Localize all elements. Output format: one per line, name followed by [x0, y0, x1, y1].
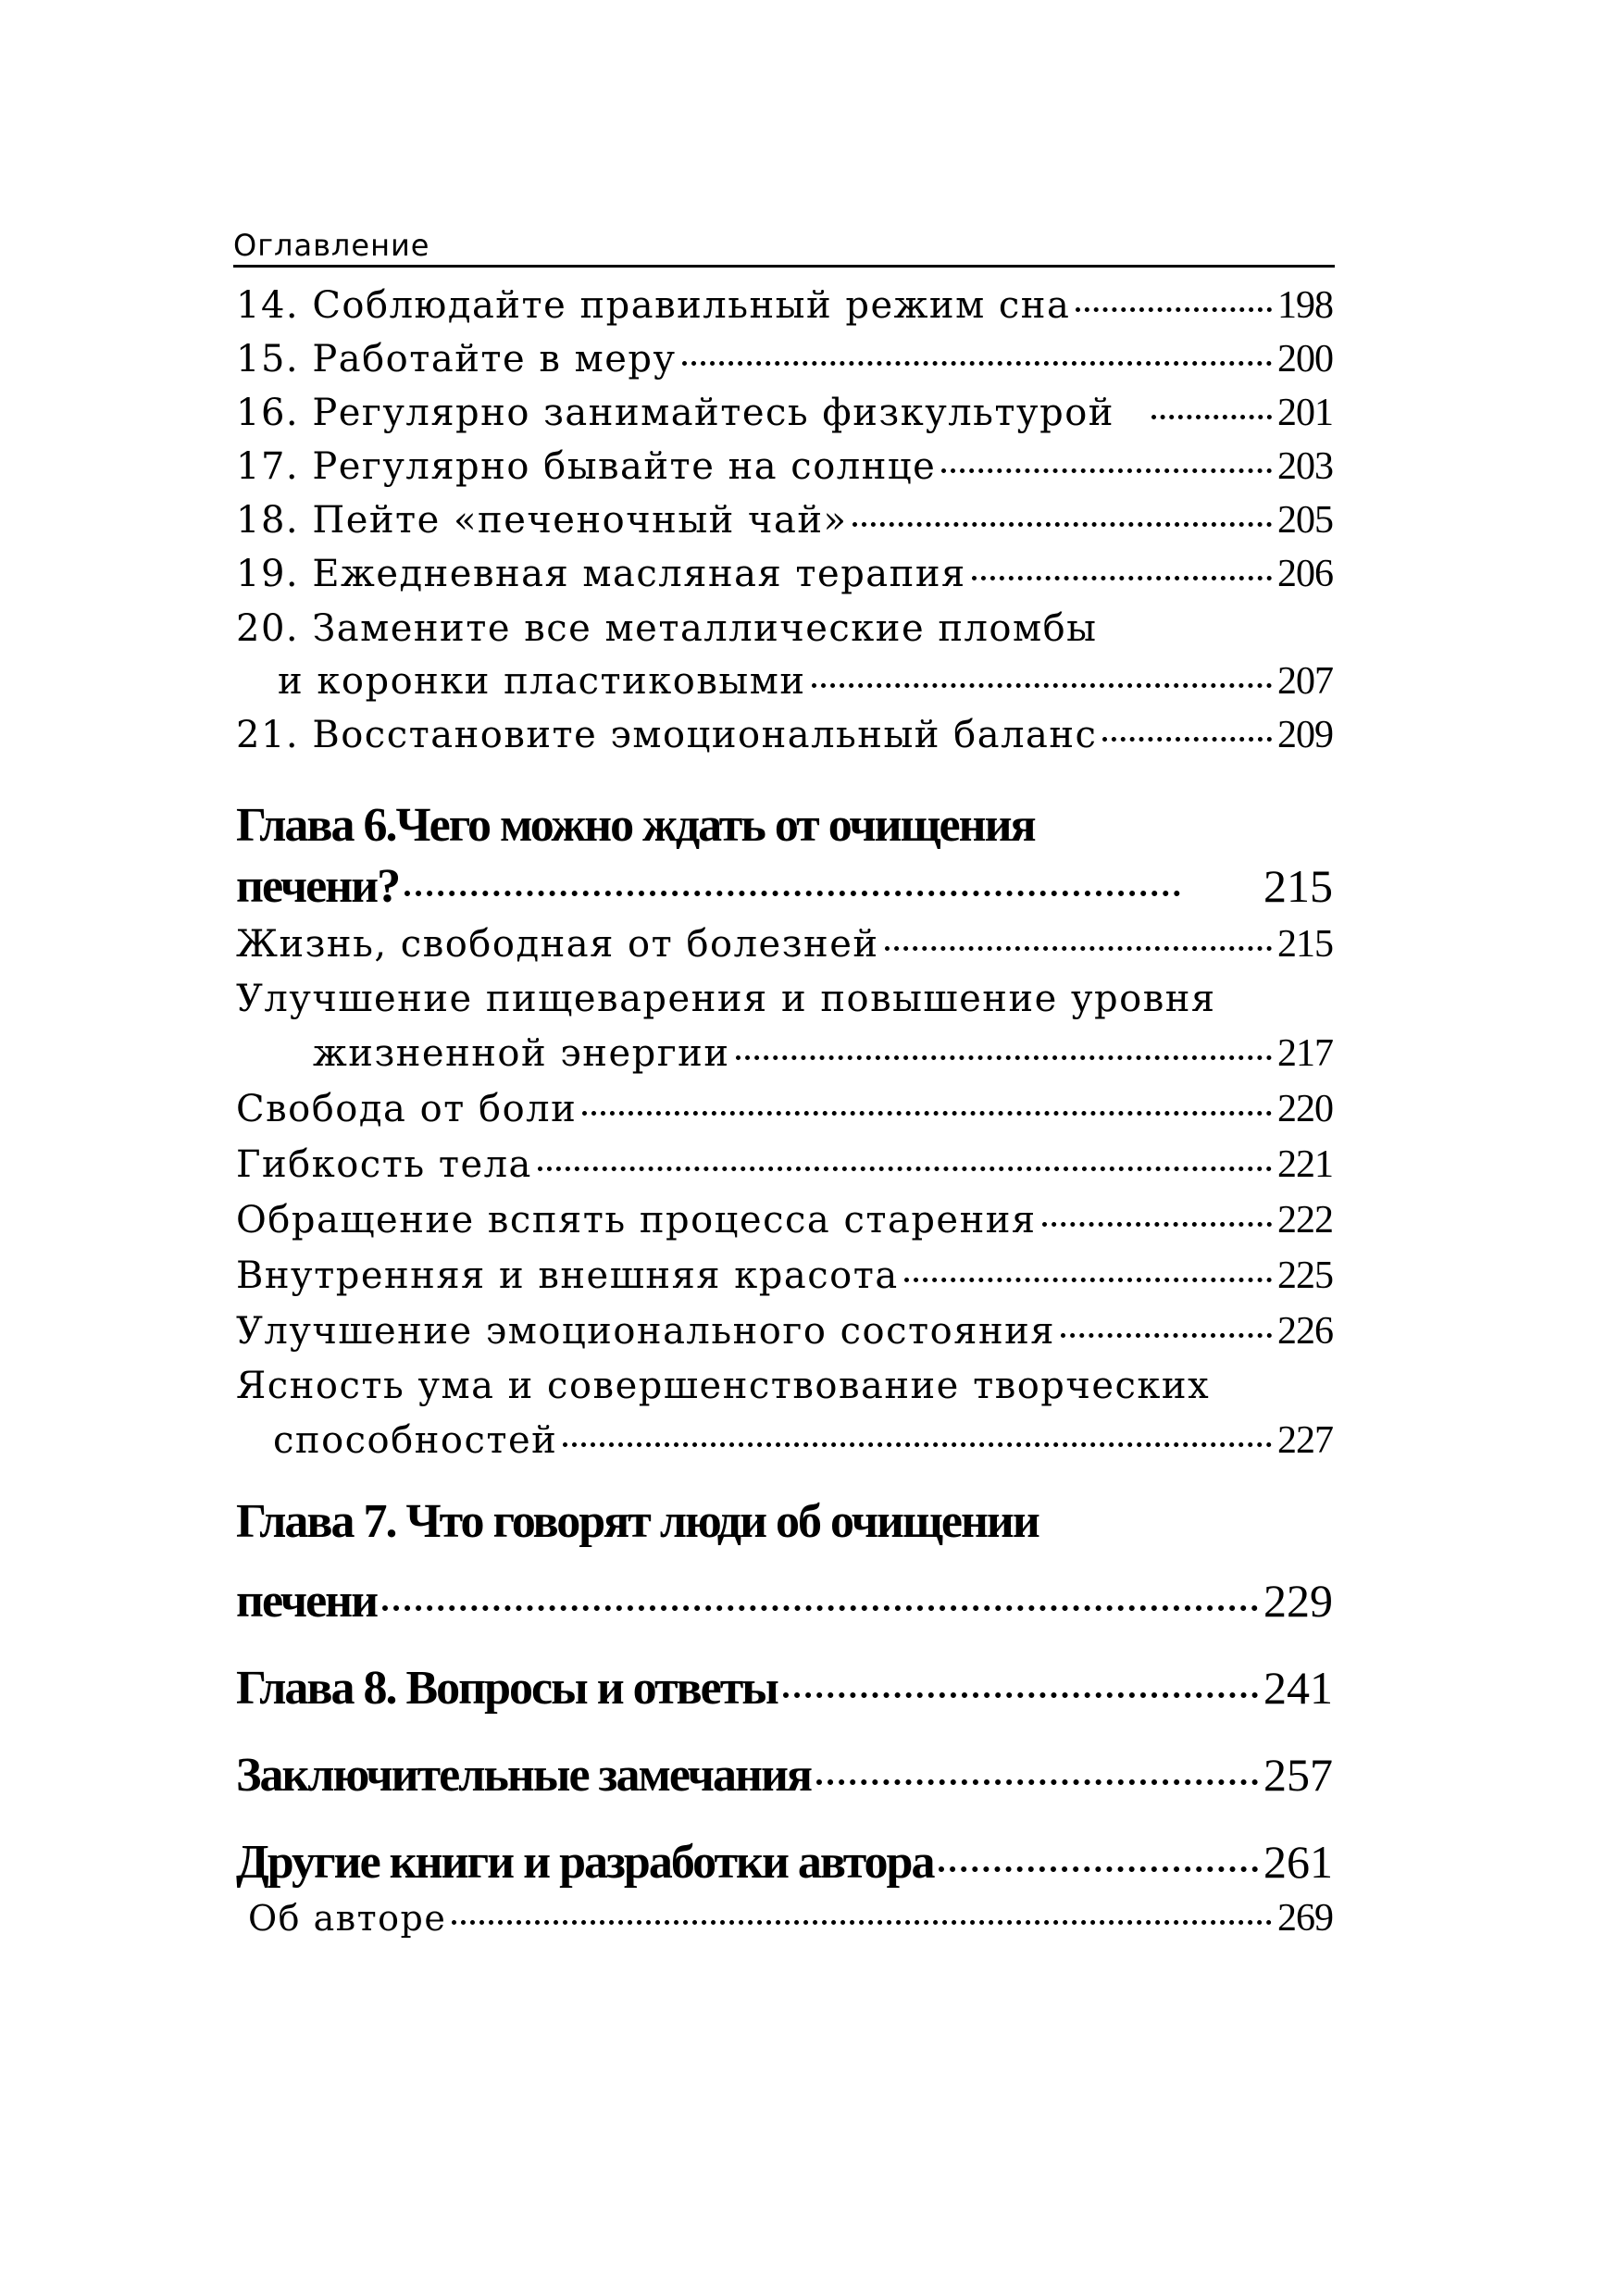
chapter-page: 257: [1263, 1749, 1333, 1801]
dot-leader: [682, 361, 1272, 366]
toc-entry-20-line1[interactable]: [236, 607, 1333, 650]
dot-leader: [538, 1167, 1272, 1171]
toc-entry-title: Ясность ума и совершенствование творческих: [236, 1365, 1211, 1407]
chapter-page: 229: [1263, 1575, 1333, 1627]
toc-entry-title: Гибкость тела: [236, 1143, 532, 1186]
dot-leader: [885, 946, 1272, 951]
toc-entry-page: 200: [1277, 338, 1333, 381]
dot-leader: [972, 576, 1272, 580]
toc-entry-page: 206: [1277, 553, 1333, 595]
chapter-title: печени?: [236, 860, 400, 913]
toc-entry-title: жизненной энергии: [313, 1032, 730, 1075]
toc-item-digestion-line1[interactable]: [236, 978, 1333, 1020]
chapter-page: 241: [1263, 1662, 1333, 1714]
toc-entry-title: 18. Пейте «печеночный чай»: [236, 499, 848, 542]
dot-leader: [736, 1055, 1273, 1060]
toc-item-clarity-line2[interactable]: [273, 1418, 1333, 1463]
toc-entry-title: 15. Работайте в меру: [236, 338, 677, 381]
toc-entry-page: 222: [1277, 1199, 1333, 1242]
dot-leader: [563, 1442, 1272, 1447]
toc-entry-20-line2[interactable]: [278, 659, 1333, 704]
toc-entry-title: Улучшение пищеварения и повышение уровня: [236, 978, 1216, 1020]
chapter-title: Глава 6.Чего можно ждать от очищения: [236, 799, 1035, 852]
toc-item-pain[interactable]: [236, 1087, 1333, 1131]
toc-item-beauty[interactable]: [236, 1254, 1333, 1298]
toc-entry-page: 215: [1277, 923, 1333, 966]
dot-leader: [582, 1111, 1272, 1116]
toc-item-digestion-line2[interactable]: [313, 1031, 1333, 1076]
toc-entry-page: 201: [1277, 392, 1333, 434]
dot-leader: [452, 1920, 1272, 1925]
dot-leader: [816, 1779, 1258, 1785]
toc-entry-page: 207: [1277, 660, 1333, 703]
toc-entry-title: Улучшение эмоционального состояния: [236, 1310, 1056, 1353]
chapter-page: 261: [1263, 1836, 1333, 1888]
chapter-title: Глава 7. Что говорят люди об очищении: [236, 1495, 1039, 1548]
toc-entry-14[interactable]: [236, 283, 1333, 328]
dot-leader: [853, 522, 1272, 527]
toc-entry-19[interactable]: [236, 552, 1333, 596]
chapter-title: печени: [236, 1575, 378, 1628]
chapter-7-heading-line2[interactable]: [236, 1574, 1333, 1628]
toc-entry-title: Свобода от боли: [236, 1088, 578, 1130]
closing-remarks-heading[interactable]: [236, 1748, 1333, 1803]
toc-item-aging[interactable]: [236, 1198, 1333, 1242]
toc-entry-title: 20. Замените все металлические пломбы: [236, 607, 1098, 650]
chapter-page: 215: [1263, 860, 1333, 912]
toc-entry-page: 225: [1277, 1254, 1333, 1297]
toc-entry-page: 203: [1277, 445, 1333, 488]
chapter-6-heading-line1[interactable]: [236, 798, 1333, 853]
dot-leader: [1042, 1222, 1272, 1227]
chapter-title: Глава 8. Вопросы и ответы: [236, 1662, 778, 1715]
toc-entry-15[interactable]: [236, 337, 1333, 381]
header-title: Оглавление: [233, 228, 430, 263]
toc-entry-page: 226: [1277, 1310, 1333, 1353]
dot-leader: [783, 1692, 1258, 1698]
dot-leader: [1061, 1333, 1272, 1338]
dot-leader: [812, 683, 1273, 688]
about-author-entry[interactable]: [248, 1896, 1333, 1940]
toc-entry-title: 16. Регулярно занимайтесь физкультурой: [236, 392, 1114, 434]
toc-entry-title: Об авторе: [248, 1898, 447, 1939]
toc-entry-title: Жизнь, свободная от болезней: [236, 923, 879, 966]
toc-item-flexibility[interactable]: [236, 1142, 1333, 1187]
chapter-title: Заключительные замечания: [236, 1749, 812, 1802]
toc-entry-title: 19. Ежедневная масляная терапия: [236, 553, 966, 595]
dot-leader: [1076, 307, 1272, 312]
other-books-heading[interactable]: [236, 1835, 1333, 1890]
toc-item-emotional[interactable]: [236, 1309, 1333, 1354]
dot-leader: [1151, 415, 1272, 419]
toc-entry-page: 209: [1277, 714, 1333, 756]
chapter-title: Другие книги и разработки автора: [236, 1836, 934, 1889]
toc-entry-title: Внутренняя и внешняя красота: [236, 1254, 899, 1297]
chapter-7-heading-line1[interactable]: [236, 1494, 1333, 1549]
dot-leader: [904, 1278, 1272, 1282]
dot-leader: [382, 1605, 1258, 1611]
toc-entry-16[interactable]: [236, 391, 1333, 435]
toc-entry-page: 227: [1277, 1419, 1333, 1462]
toc-entry-page: 217: [1277, 1032, 1333, 1075]
chapter-8-heading[interactable]: [236, 1661, 1333, 1716]
toc-entry-page: 269: [1277, 1897, 1333, 1940]
toc-entry-title: 21. Восстановите эмоциональный баланс: [236, 714, 1098, 756]
toc-entry-title: Обращение вспять процесса старения: [236, 1199, 1037, 1242]
toc-entry-18[interactable]: [236, 498, 1333, 543]
dot-leader: [404, 891, 1180, 896]
toc-item-clarity-line1[interactable]: [236, 1365, 1333, 1407]
toc-entry-title: способностей: [273, 1419, 558, 1462]
chapter-6-heading-line2[interactable]: [236, 859, 1333, 914]
toc-entry-page: 198: [1277, 284, 1333, 327]
toc-entry-title: и коронки пластиковыми: [278, 660, 806, 703]
toc-item-health[interactable]: [236, 922, 1333, 967]
dot-leader: [1102, 737, 1272, 742]
dot-leader: [941, 468, 1272, 473]
toc-entry-17[interactable]: [236, 444, 1333, 489]
toc-entry-title: 14. Соблюдайте правильный режим сна: [236, 284, 1071, 327]
toc-entry-title: 17. Регулярно бывайте на солнце: [236, 445, 937, 488]
toc-entry-21[interactable]: [236, 713, 1333, 757]
toc-entry-page: 221: [1277, 1143, 1333, 1186]
toc-entry-page: 205: [1277, 499, 1333, 542]
toc-entry-page: 220: [1277, 1088, 1333, 1130]
dot-leader: [939, 1866, 1258, 1872]
